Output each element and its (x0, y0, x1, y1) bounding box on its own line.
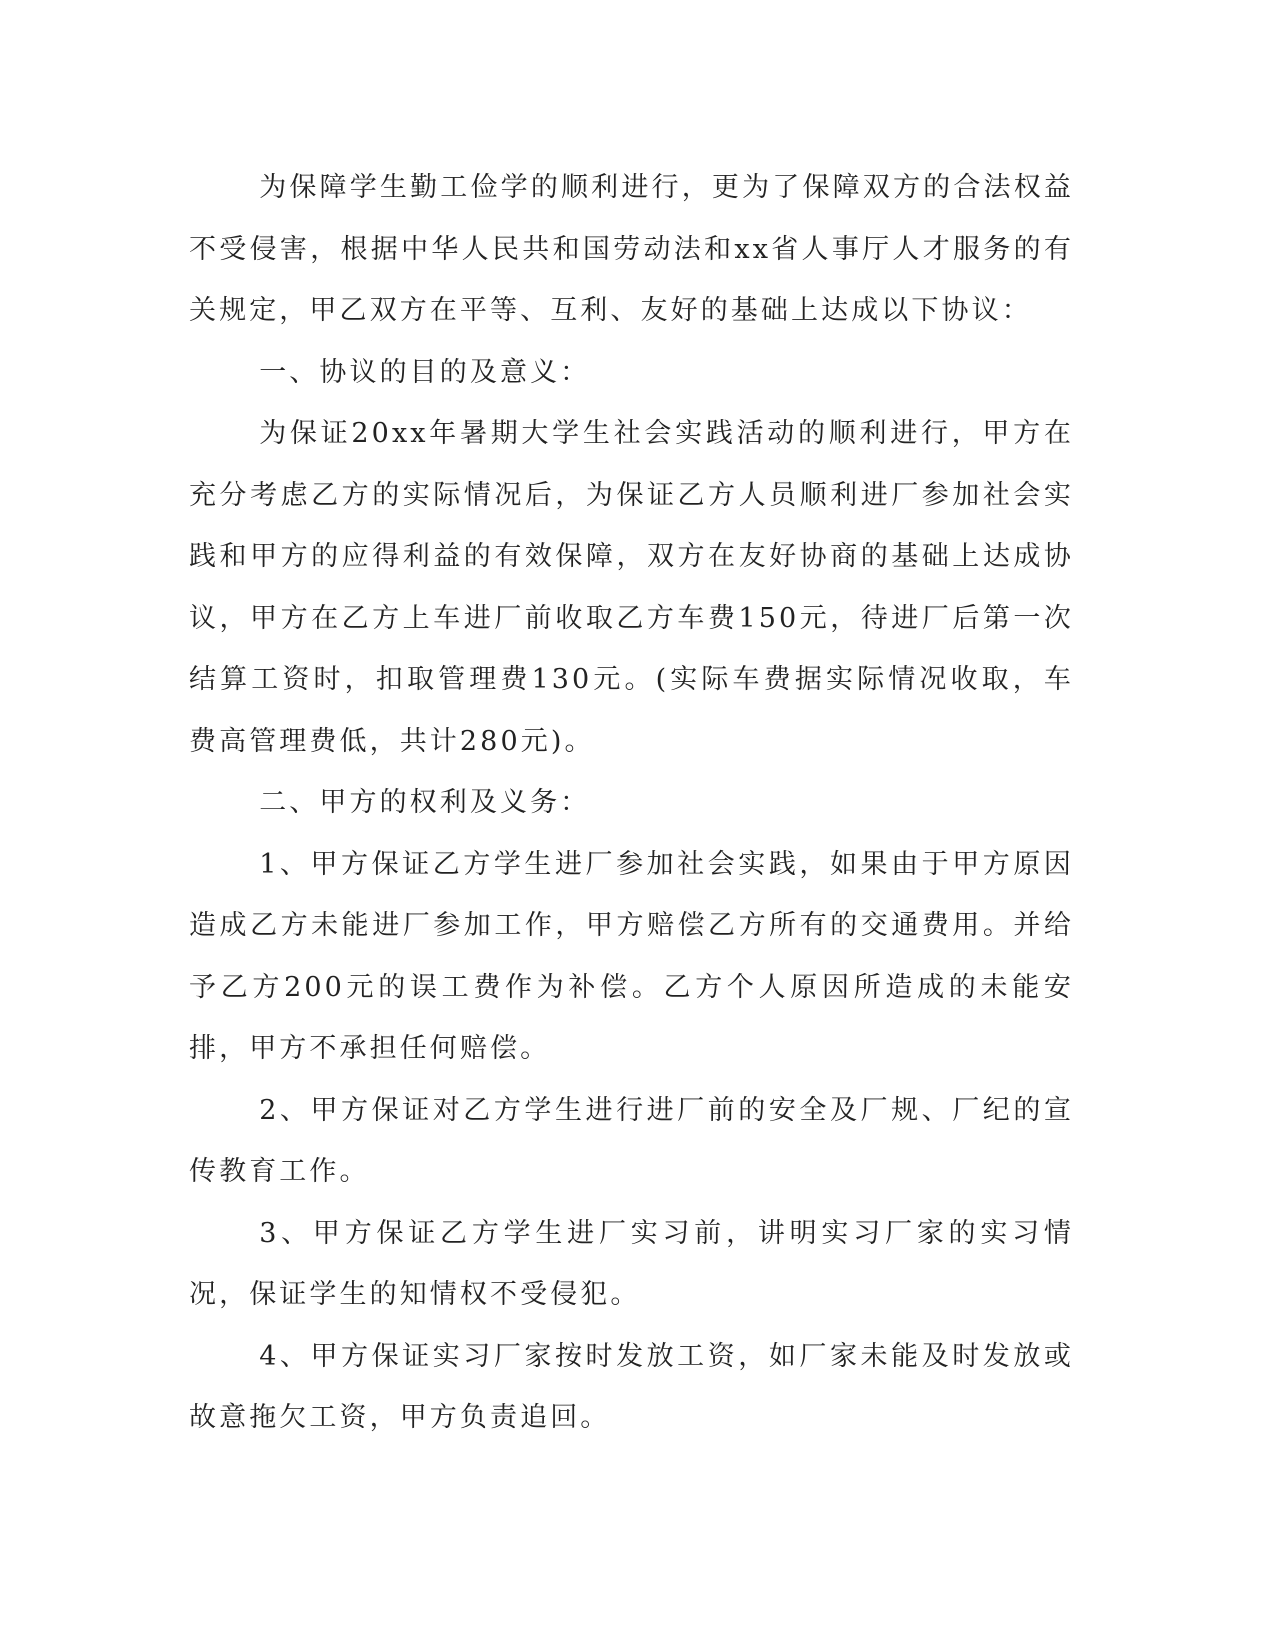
clause-3: 3、甲方保证乙方学生进厂实习前，讲明实习厂家的实习情况，保证学生的知情权不受侵犯。 (189, 1217, 1074, 1310)
document-body (189, 157, 1074, 1449)
intro-paragraph: 为保障学生勤工俭学的顺利进行，更为了保障双方的合法权益不受侵害，根据中华人民共和国劳动法和xx省人事厅人才服务的有关规定，甲乙双方在平等、互利、友好的基础上达成以下协议： (189, 172, 1074, 326)
clause-4: 4、甲方保证实习厂家按时发放工资，如厂家未能及时发放或故意拖欠工资，甲方负责追回。 (189, 1340, 1074, 1433)
section-heading-purpose: 一、协议的目的及意义： (259, 356, 591, 388)
purpose-paragraph: 为保证20xx年暑期大学生社会实践活动的顺利进行，甲方在充分考虑乙方的实际情况后，为保证乙方人员顺利进厂参加社会实践和甲方的应得利益的有效保障，双方在友好协商的基础上达成协议，甲方在乙方上车进厂前收取乙方车费150元，待进厂后第一次结算工资时，扣取管理费130元。(实际车费据实际情况收取，车费高管理费低，共计280元)。 (189, 418, 1074, 757)
clause-2: 2、甲方保证对乙方学生进行进厂前的安全及厂规、厂纪的宣传教育工作。 (189, 1094, 1074, 1187)
section-heading-party-a-rights: 二、甲方的权利及义务： (259, 787, 591, 818)
clause-1: 1、甲方保证乙方学生进厂参加社会实践，如果由于甲方原因造成乙方未能进厂参加工作，甲方赔偿乙方所有的交通费用。并给予乙方200元的误工费作为补偿。乙方个人原因所造成的未能安排，甲方不承担任何赔偿。 (189, 848, 1074, 1064)
